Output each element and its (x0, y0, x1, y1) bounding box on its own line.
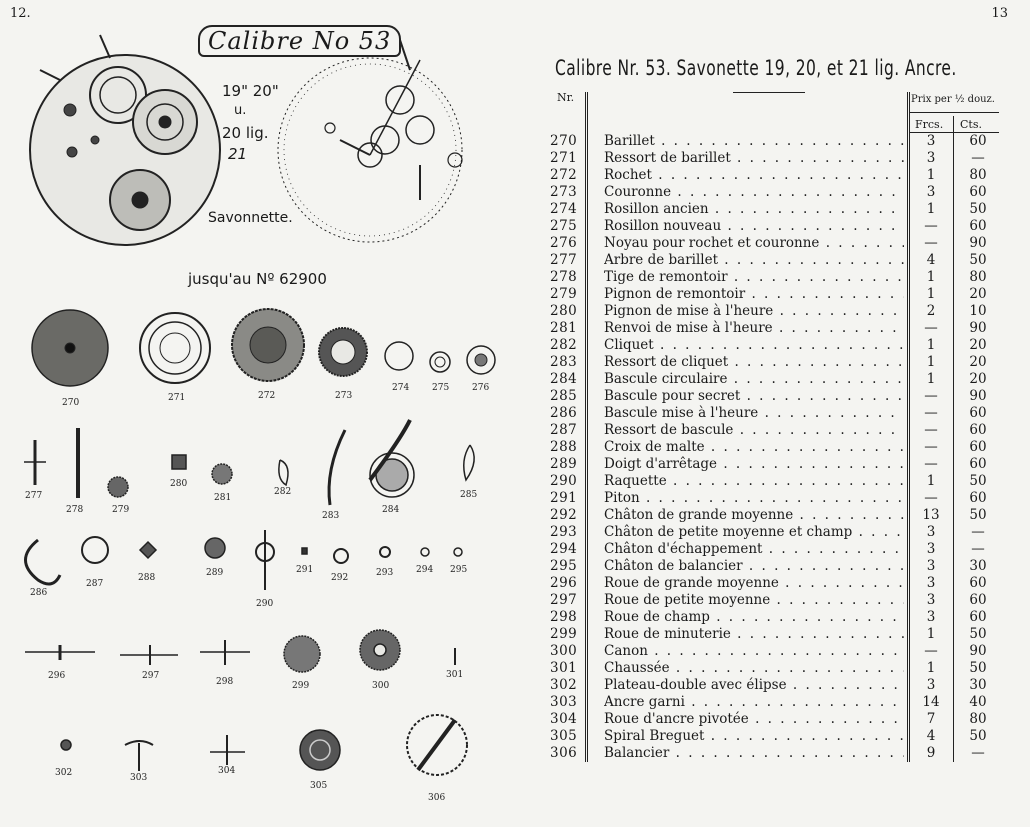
price-centimes: — (971, 150, 985, 166)
movement-front-drawing (30, 35, 220, 245)
part-description: Châton de grande moyenne . . . (604, 507, 904, 524)
part-275-drawing (430, 352, 450, 372)
part-label-306: 306 (428, 793, 446, 803)
part-number: 292 (550, 507, 578, 523)
part-description: Cliquet . . . (604, 337, 904, 354)
price-centimes: 90 (969, 320, 987, 336)
part-label-298: 298 (216, 677, 234, 687)
part-description: Rosillon nouveau . . . (604, 218, 904, 235)
part-305-drawing (300, 730, 340, 770)
part-description: Bascule circulaire . . . (604, 371, 904, 388)
part-description: Renvoi de mise à l'heure . . . (604, 320, 904, 337)
price-francs: 3 (926, 133, 936, 149)
price-centimes: — (971, 524, 985, 540)
price-francs: 14 (922, 694, 940, 710)
price-centimes: 60 (969, 422, 987, 438)
part-label-291: 291 (296, 565, 314, 575)
price-francs: 3 (926, 575, 936, 591)
table-row (540, 558, 1010, 575)
col-header-cts: Cts. (960, 118, 982, 131)
table-row (540, 711, 1010, 728)
price-francs: — (924, 456, 938, 472)
page-title: Calibre Nr. 53. Savonette 19, 20, et 21 lig. Ancre. (555, 56, 957, 80)
price-francs: 7 (926, 711, 936, 727)
part-label-305: 305 (310, 781, 328, 791)
part-number: 273 (550, 184, 578, 200)
title-rule (733, 92, 805, 93)
part-description: Noyau pour rochet et couronne . . . (604, 235, 904, 252)
size-label-2: u. (234, 103, 247, 118)
part-number: 275 (550, 218, 578, 234)
part-label-301: 301 (446, 670, 464, 680)
part-label-288: 288 (138, 573, 156, 583)
part-description: Tige de remontoir . . . (604, 269, 904, 286)
price-centimes: 90 (969, 235, 987, 251)
part-number: 296 (550, 575, 578, 591)
part-description: Chaussée . . . (604, 660, 904, 677)
table-row (540, 371, 1010, 388)
price-francs: — (924, 439, 938, 455)
part-description: Raquette . . . (604, 473, 904, 490)
table-row (540, 422, 1010, 439)
part-description: Roue de grande moyenne . . . (604, 575, 904, 592)
price-centimes: 60 (969, 609, 987, 625)
price-centimes: 60 (969, 218, 987, 234)
part-label-278: 278 (66, 505, 84, 515)
part-label-296: 296 (48, 671, 66, 681)
part-number: 304 (550, 711, 578, 727)
part-description: Spiral Breguet . . . (604, 728, 904, 745)
part-description: Roue de minuterie . . . (604, 626, 904, 643)
part-number: 291 (550, 490, 578, 506)
price-francs: 2 (926, 303, 936, 319)
table-row (540, 473, 1010, 490)
part-label-304: 304 (218, 766, 236, 776)
part-number: 290 (550, 473, 578, 489)
part-label-285: 285 (460, 490, 478, 500)
table-row (540, 269, 1010, 286)
part-295-drawing (454, 548, 462, 556)
price-francs: 4 (926, 728, 936, 744)
part-label-294: 294 (416, 565, 434, 575)
part-285-drawing (464, 445, 474, 480)
table-row (540, 167, 1010, 184)
price-francs: 3 (926, 524, 936, 540)
table-row (540, 592, 1010, 609)
part-label-277: 277 (25, 491, 43, 501)
price-centimes: 50 (969, 728, 987, 744)
price-francs: 3 (926, 541, 936, 557)
part-number: 283 (550, 354, 578, 370)
part-274-drawing (385, 342, 413, 370)
part-number: 271 (550, 150, 578, 166)
part-number: 305 (550, 728, 578, 744)
table-row (540, 626, 1010, 643)
table-row (540, 541, 1010, 558)
part-description: Balancier . . . (604, 745, 904, 762)
price-francs: — (924, 235, 938, 251)
part-282-drawing (279, 460, 288, 485)
price-francs: 1 (926, 626, 936, 642)
part-281-drawing (212, 464, 232, 484)
part-label-282: 282 (274, 487, 292, 497)
part-description: Canon . . . (604, 643, 904, 660)
parts-row-1 (32, 309, 495, 386)
part-291-drawing (302, 548, 307, 554)
part-289-drawing (205, 538, 225, 558)
part-number: 279 (550, 286, 578, 302)
price-francs: 13 (922, 507, 940, 523)
price-centimes: 80 (969, 711, 987, 727)
table-row (540, 728, 1010, 745)
part-283-drawing (329, 430, 345, 505)
part-label-271: 271 (168, 393, 186, 403)
part-287-drawing (82, 537, 108, 563)
part-number: 272 (550, 167, 578, 183)
price-centimes: 50 (969, 507, 987, 523)
table-row (540, 575, 1010, 592)
part-number: 286 (550, 405, 578, 421)
table-row (540, 133, 1010, 150)
part-label-299: 299 (292, 681, 310, 691)
price-centimes: 30 (969, 558, 987, 574)
part-number: 288 (550, 439, 578, 455)
part-description: Arbre de barillet . . . (604, 252, 904, 269)
price-centimes: 60 (969, 490, 987, 506)
serial-note: jusqu'au Nº 62900 (188, 270, 327, 288)
part-number: 293 (550, 524, 578, 540)
price-centimes: — (971, 541, 985, 557)
part-288-drawing (140, 542, 156, 558)
table-row (540, 490, 1010, 507)
price-centimes: 40 (969, 694, 987, 710)
price-centimes: 60 (969, 405, 987, 421)
price-centimes: 60 (969, 133, 987, 149)
part-description: Châton de petite moyenne et champ . . . (604, 524, 904, 541)
size-label-1: 19" 20" (222, 82, 279, 100)
part-number: 289 (550, 456, 578, 472)
part-description: Croix de malte . . . (604, 439, 904, 456)
part-description: Pignon de mise à l'heure . . . (604, 303, 904, 320)
model-label: Savonnette. (208, 210, 293, 226)
part-number: 277 (550, 252, 578, 268)
price-centimes: 80 (969, 269, 987, 285)
part-number: 303 (550, 694, 578, 710)
page-number-left: 12. (10, 6, 31, 21)
part-299-drawing (284, 636, 320, 672)
table-row (540, 286, 1010, 303)
table-row (540, 609, 1010, 626)
table-row (540, 252, 1010, 269)
part-294-drawing (421, 548, 429, 556)
price-francs: — (924, 643, 938, 659)
table-row (540, 303, 1010, 320)
part-description: Ressort de barillet . . . (604, 150, 904, 167)
part-description: Barillet . . . (604, 133, 904, 150)
table-row (540, 456, 1010, 473)
part-number: 281 (550, 320, 578, 336)
part-label-300: 300 (372, 681, 390, 691)
table-row (540, 694, 1010, 711)
part-number: 287 (550, 422, 578, 438)
part-number: 294 (550, 541, 578, 557)
table-row (540, 354, 1010, 371)
price-header-rule (909, 112, 999, 113)
part-number: 282 (550, 337, 578, 353)
part-label-273: 273 (335, 391, 353, 401)
part-description: Ressort de bascule . . . (604, 422, 904, 439)
size-label-3: 20 lig. (222, 124, 269, 142)
price-francs: 1 (926, 286, 936, 302)
part-labels (25, 383, 489, 803)
part-number: 297 (550, 592, 578, 608)
parts-row-4 (25, 630, 455, 672)
part-label-275: 275 (432, 383, 450, 393)
price-francs: 1 (926, 201, 936, 217)
part-number: 276 (550, 235, 578, 251)
part-description: Doigt d'arrêtage . . . (604, 456, 904, 473)
part-description: Pignon de remontoir . . . (604, 286, 904, 303)
part-293-drawing (380, 547, 390, 557)
part-description: Ancre garni . . . (604, 694, 904, 711)
table-row (540, 201, 1010, 218)
price-francs: 4 (926, 252, 936, 268)
part-302-drawing (61, 740, 71, 750)
part-label-281: 281 (214, 493, 232, 503)
price-francs: 1 (926, 473, 936, 489)
part-label-287: 287 (86, 579, 104, 589)
part-number: 285 (550, 388, 578, 404)
part-label-302: 302 (55, 768, 73, 778)
price-francs: — (924, 490, 938, 506)
part-label-295: 295 (450, 565, 468, 575)
part-label-274: 274 (392, 383, 410, 393)
part-number: 299 (550, 626, 578, 642)
part-description: Roue d'ancre pivotée . . . (604, 711, 904, 728)
part-description: Rochet . . . (604, 167, 904, 184)
part-279-drawing (108, 477, 128, 497)
price-centimes: 50 (969, 201, 987, 217)
table-row (540, 184, 1010, 201)
part-number: 302 (550, 677, 578, 693)
part-271-drawing (140, 313, 210, 383)
part-number: 298 (550, 609, 578, 625)
part-label-270: 270 (62, 398, 80, 408)
price-centimes: 60 (969, 575, 987, 591)
table-row (540, 507, 1010, 524)
price-francs: 1 (926, 371, 936, 387)
price-centimes: 60 (969, 184, 987, 200)
part-label-280: 280 (170, 479, 188, 489)
part-number: 278 (550, 269, 578, 285)
col-header-price: Prix per ½ douz. (911, 94, 995, 105)
price-francs: 3 (926, 150, 936, 166)
part-description: Bascule mise à l'heure . . . (604, 405, 904, 422)
price-francs: 3 (926, 609, 936, 625)
part-description: Piton . . . (604, 490, 904, 507)
part-label-279: 279 (112, 505, 130, 515)
price-centimes: 20 (969, 337, 987, 353)
price-centimes: 60 (969, 456, 987, 472)
price-centimes: 50 (969, 626, 987, 642)
table-row (540, 235, 1010, 252)
part-description: Roue de champ . . . (604, 609, 904, 626)
part-description: Plateau-double avec élipse . . . (604, 677, 904, 694)
part-label-286: 286 (30, 588, 48, 598)
part-description: Roue de petite moyenne . . . (604, 592, 904, 609)
part-number: 280 (550, 303, 578, 319)
price-centimes: 50 (969, 660, 987, 676)
price-francs: 3 (926, 592, 936, 608)
part-label-297: 297 (142, 671, 160, 681)
table-row (540, 320, 1010, 337)
col-header-nr: Nr. (557, 91, 575, 104)
part-number: 301 (550, 660, 578, 676)
table-row (540, 643, 1010, 660)
size-label-4: 21 (228, 145, 248, 163)
price-centimes: 60 (969, 592, 987, 608)
part-number: 274 (550, 201, 578, 217)
part-number: 300 (550, 643, 578, 659)
price-centimes: 50 (969, 252, 987, 268)
table-row (540, 439, 1010, 456)
right-page (515, 0, 1030, 827)
part-label-272: 272 (258, 391, 276, 401)
price-francs: 3 (926, 677, 936, 693)
table-row (540, 660, 1010, 677)
part-280-drawing (172, 455, 186, 469)
part-label-303: 303 (130, 773, 148, 783)
price-francs: 1 (926, 269, 936, 285)
price-centimes: 20 (969, 286, 987, 302)
price-centimes: 10 (969, 303, 987, 319)
part-description: Châton de balancier . . . (604, 558, 904, 575)
price-francs: — (924, 320, 938, 336)
part-286-drawing (26, 540, 61, 584)
price-centimes: 20 (969, 354, 987, 370)
price-francs: — (924, 422, 938, 438)
part-description: Ressort de cliquet . . . (604, 354, 904, 371)
part-description: Couronne . . . (604, 184, 904, 201)
part-label-293: 293 (376, 568, 394, 578)
price-francs: — (924, 218, 938, 234)
price-centimes: 90 (969, 388, 987, 404)
page-number-right: 13 (991, 6, 1008, 21)
table-row (540, 677, 1010, 694)
price-centimes: 30 (969, 677, 987, 693)
price-centimes: 20 (969, 371, 987, 387)
price-francs: 3 (926, 558, 936, 574)
part-label-284: 284 (382, 505, 400, 515)
price-centimes: 80 (969, 167, 987, 183)
part-label-290: 290 (256, 599, 274, 609)
price-francs: 1 (926, 660, 936, 676)
table-row (540, 337, 1010, 354)
part-description: Rosillon ancien . . . (604, 201, 904, 218)
table-row (540, 388, 1010, 405)
movement-back-drawing (278, 40, 462, 242)
col-header-frcs: Frcs. (915, 118, 944, 131)
calibre-logo: Calibre No 53 (198, 25, 401, 57)
part-303-drawing (125, 741, 153, 771)
part-description: Bascule pour secret . . . (604, 388, 904, 405)
price-francs: 1 (926, 354, 936, 370)
price-francs: 1 (926, 337, 936, 353)
part-292-drawing (334, 549, 348, 563)
price-centimes: — (971, 745, 985, 761)
parts-price-table (540, 133, 1010, 762)
part-label-276: 276 (472, 383, 490, 393)
part-number: 270 (550, 133, 578, 149)
table-row (540, 218, 1010, 235)
price-francs: 9 (926, 745, 936, 761)
parts-row-5 (61, 715, 467, 775)
part-label-283: 283 (322, 511, 340, 521)
price-centimes: 50 (969, 473, 987, 489)
part-label-289: 289 (206, 568, 224, 578)
part-number: 295 (550, 558, 578, 574)
part-description: Châton d'échappement . . . (604, 541, 904, 558)
price-francs: — (924, 405, 938, 421)
part-label-292: 292 (331, 573, 349, 583)
price-francs: 1 (926, 167, 936, 183)
table-row (540, 405, 1010, 422)
parts-row-2 (24, 420, 474, 505)
part-number: 284 (550, 371, 578, 387)
table-row (540, 745, 1010, 762)
price-francs: — (924, 388, 938, 404)
price-centimes: 90 (969, 643, 987, 659)
price-francs: 3 (926, 184, 936, 200)
table-row (540, 524, 1010, 541)
part-number: 306 (550, 745, 578, 761)
price-centimes: 60 (969, 439, 987, 455)
table-row (540, 150, 1010, 167)
